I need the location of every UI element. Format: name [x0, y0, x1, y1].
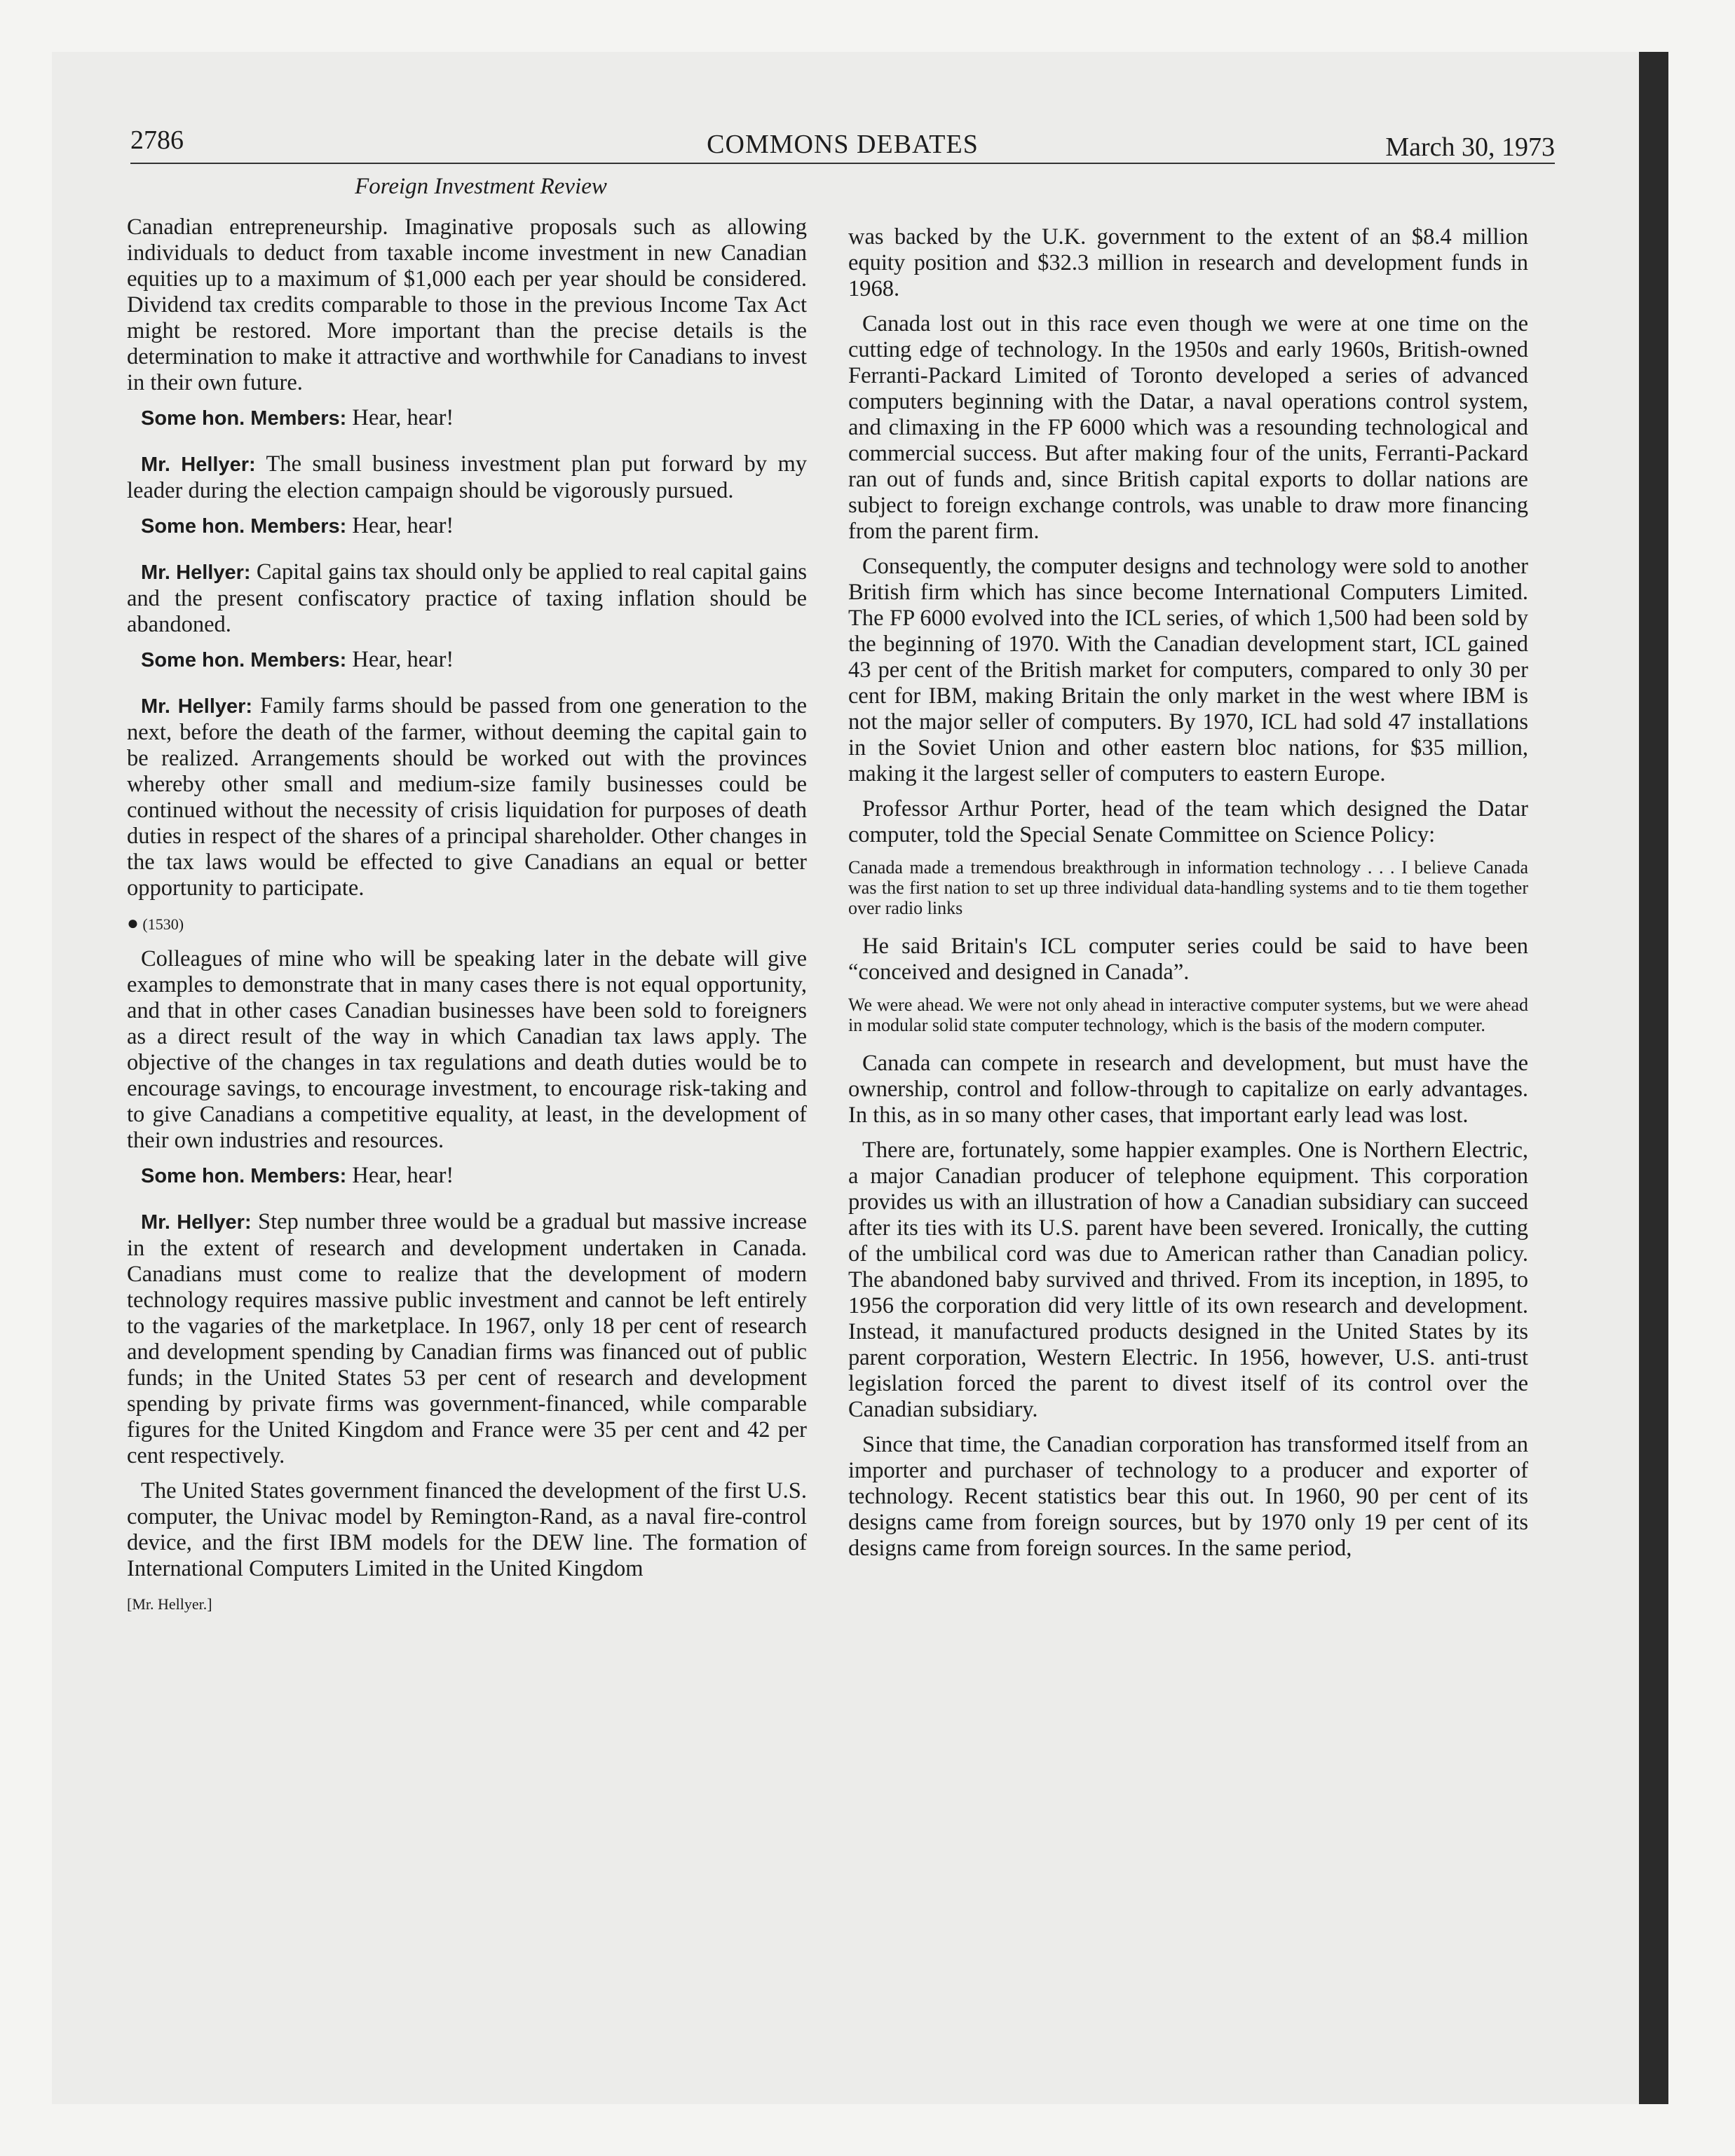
speaker-name: Some hon. Members: — [141, 1165, 347, 1187]
running-head: COMMONS DEBATES — [707, 130, 979, 159]
page-header — [130, 125, 1555, 164]
right-column — [848, 224, 1528, 1571]
interjection: Some hon. Members: Hear, hear! — [141, 1163, 454, 1188]
speaker-name: Some hon. Members: — [141, 515, 347, 538]
block-quote: We were ahead. We were not only ahead in interactive computer systems, but we were ahead in modular solid state computer technology, which is the basis of the modern computer. — [848, 995, 1528, 1035]
paragraph: There are, fortunately, some happier examples. One is Northern Electric, a major Canadian producer of telephone equipment. This corporation provides us with an illustration of how a Canadian subsidiary can succeed after its ties with its U.S. parent have been severed. Ironically, the cutting of the umbilical cord was due to American rather than Canadian policy. The abandoned baby survived and thrived. From its inception, in 1895, to 1956 the corporation did very little of its own research and development. Instead, it manufactured products designed in the United States by its parent corporation, Western Electric. In 1956, however, U.S. anti-trust legislation forced the parent to divest itself of its control over the Canadian subsidiary. — [848, 1138, 1528, 1422]
header-date: March 30, 1973 — [1385, 132, 1555, 162]
block-quote: Canada made a tremendous breakthrough in information technology . . . I believe Canada was the first nation to set up three individual data-handling systems and to tie them together over radio links — [848, 857, 1528, 918]
paragraph: Professor Arthur Porter, head of the team which designed the Datar computer, told the Special Senate Committee on Science Policy: — [848, 796, 1528, 847]
left-column — [127, 214, 807, 1626]
speaker-name: Mr. Hellyer: — [141, 561, 251, 584]
paragraph: Canadian entrepreneurship. Imaginative proposals such as allowing individuals to deduct from taxable income investment in new Canadian equities up to a maximum of $1,000 each per year should be considered. Dividend tax credits comparable to those in the previous Income Tax Act might be restored. More important than the precise details is the determination to make it attractive and worthwhile for Canadians to invest in their own future. — [127, 214, 807, 395]
paragraph: He said Britain's ICL computer series could be said to have been “conceived and designed in Canada”. — [848, 934, 1528, 985]
speaker-name: Mr. Hellyer: — [141, 695, 253, 718]
interjection: Some hon. Members: Hear, hear! — [141, 647, 454, 672]
paragraph: was backed by the U.K. government to the extent of an $8.4 million equity position and $32.3 million in research and development funds in 1968. — [848, 224, 1528, 301]
paragraph: Consequently, the computer designs and technology were sold to another British firm which has since become International Computers Limited. The FP 6000 evolved into the ICL series, of which 1,500 had been sold by the beginning of 1970. With the Canadian development start, ICL gained 43 per cent of the British market for computers, compared to only 30 per cent for IBM, making Britain the only market in the west where IBM is not the major seller of computers. By 1970, ICL had sold 47 installations in the Soviet Union and other eastern bloc nations, for $35 million, making it the largest seller of computers to eastern Europe. — [848, 554, 1528, 786]
speaker-name: Some hon. Members: — [141, 407, 347, 430]
speaker-name: Mr. Hellyer: — [141, 1211, 252, 1234]
scan-edge-bar — [1639, 52, 1668, 2104]
paragraph: Since that time, the Canadian corporation has transformed itself from an importer and purchaser of technology to a producer and exporter of technology. Recent statistics bear this out. In 1960, 90 per cent of its designs came from foreign sources, but by 1970 only 19 per cent of its designs came from foreign sources. In the same period, — [848, 1432, 1528, 1561]
speech-paragraph: Mr. Hellyer: The small business investment plan put forward by my leader during the election campaign should be vigorously pursued. — [127, 451, 808, 503]
speech-paragraph: Mr. Hellyer: Family farms should be passed from one generation to the next, before the death of the farmer, without deeming the capital gain to be realized. Arrangements should be worked out with the provinces whereby other small and medium-size family businesses could be continued without the necessity of crisis liquidation for purposes of death duties in respect of the shares of a principal shareholder. Other changes in the tax laws would be effected to give Canadians an equal or better opportunity to participate. — [127, 693, 807, 901]
paragraph: The United States government financed the development of the first U.S. computer, the Univac model by Remington-Rand, as a naval fire-control device, and the first IBM models for the DEW line. The formation of International Computers Limited in the United Kingdom — [127, 1478, 807, 1581]
speaker-attribution: [Mr. Hellyer.] — [127, 1595, 212, 1613]
paragraph: Canada can compete in research and development, but must have the ownership, control and follow-through to capitalize on early advantages. In this, as in so many other cases, that important early lead was lost. — [848, 1051, 1528, 1128]
speaker-name: Mr. Hellyer: — [141, 453, 256, 476]
section-subhead: Foreign Investment Review — [355, 174, 607, 199]
interjection: Some hon. Members: Hear, hear! — [141, 513, 454, 538]
time-marker: ● (1530) — [127, 913, 184, 934]
speech-paragraph: Mr. Hellyer: Step number three would be a gradual but massive increase in the extent of research and development undertaken in Canada. Canadians must come to realize that the development of modern technology requires massive public investment and cannot be left entirely to the vagaries of the marketplace. In 1967, only 18 per cent of research and development spending by Canadian firms was financed out of public funds; in the United States 53 per cent of research and development spending by private firms was government-financed, while comparable figures for the United Kingdom and France were 35 per cent and 42 per cent respectively. — [127, 1209, 807, 1468]
paragraph: Colleagues of mine who will be speaking later in the debate will give examples to demonstrate that in many cases there is not equal opportunity, and that in other cases Canadian businesses have been sold to foreigners as a direct result of the way in which Canadian tax laws apply. The objective of the changes in tax regulations and death duties would be to encourage savings, to encourage investment, to encourage risk-taking and to give Canadians a competitive equality, at least, in the development of their own industries and resources. — [127, 946, 807, 1153]
interjection: Some hon. Members: Hear, hear! — [141, 405, 454, 430]
bullet-icon: ● — [127, 913, 139, 934]
speaker-name: Some hon. Members: — [141, 649, 347, 671]
page-number: 2786 — [130, 125, 184, 155]
paragraph: Canada lost out in this race even though we were at one time on the cutting edge of technology. In the 1950s and early 1960s, British-owned Ferranti-Packard Limited of Toronto developed a series of advanced computers beginning with the Datar, a naval operations control system, and climaxing in the FP 6000 which was a resounding technological and commercial success. But after making four of the units, Ferranti-Packard ran out of funds and, since British capital exports to dollar nations are subject to foreign exchange controls, was unable to draw more financing from the parent firm. — [848, 311, 1528, 544]
speech-paragraph: Mr. Hellyer: Capital gains tax should only be applied to real capital gains and the present confiscatory practice of taxing inflation should be abandoned. — [127, 559, 808, 637]
